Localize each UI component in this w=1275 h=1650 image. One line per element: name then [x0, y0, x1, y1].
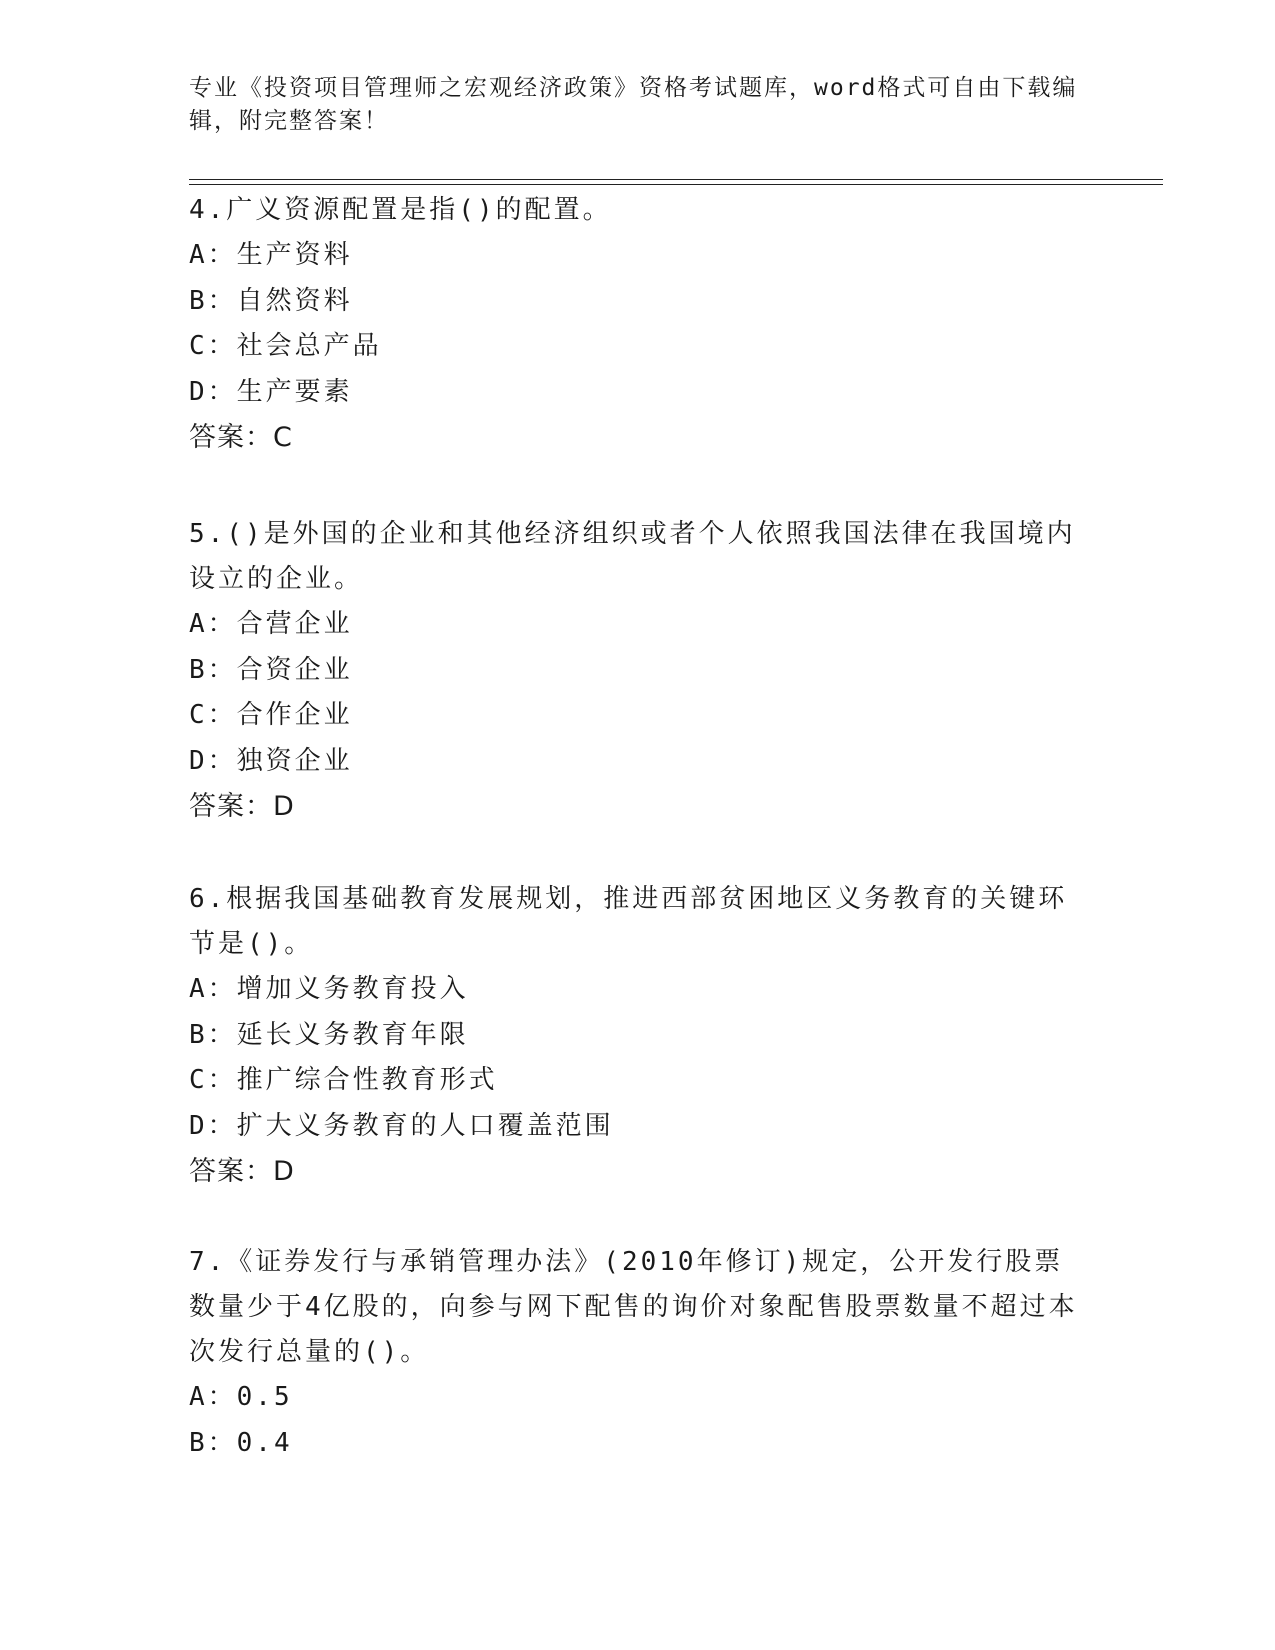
option-label: D： — [189, 1110, 237, 1141]
option-label: C： — [189, 700, 237, 730]
option-b — [189, 1421, 1089, 1467]
option-text: 生产要素 — [236, 376, 353, 407]
option-label: A： — [189, 609, 237, 639]
option-text: 0.5 — [236, 1382, 293, 1412]
option-text: 独资企业 — [236, 745, 353, 776]
option-b — [189, 279, 1089, 325]
option-label: C： — [189, 1065, 237, 1095]
option-text: 扩大义务教育的人口覆盖范围 — [236, 1110, 614, 1141]
option-label: B： — [189, 285, 237, 316]
question-7 — [189, 1240, 1089, 1466]
option-a — [189, 967, 1089, 1013]
option-a — [189, 233, 1089, 279]
option-c — [189, 1058, 1089, 1104]
option-text: 增加义务教育投入 — [236, 974, 469, 1004]
option-label: C： — [189, 331, 237, 361]
question-stem: 4.广义资源配置是指()的配置。 — [189, 195, 612, 225]
option-d — [189, 739, 1089, 785]
answer: 答案：D — [189, 791, 295, 822]
answer: 答案：C — [189, 422, 293, 453]
option-text: 推广综合性教育形式 — [236, 1065, 498, 1095]
option-b — [189, 648, 1089, 694]
question-4 — [189, 188, 1089, 461]
question-5 — [189, 512, 1089, 830]
option-a — [189, 1375, 1089, 1421]
option-text: 社会总产品 — [236, 331, 382, 361]
option-label: D： — [189, 745, 237, 776]
option-b — [189, 1013, 1089, 1059]
option-label: B： — [189, 1019, 237, 1050]
option-label: B： — [189, 1427, 237, 1458]
option-c — [189, 324, 1089, 370]
question-6 — [189, 877, 1089, 1195]
option-d — [189, 1104, 1089, 1150]
option-label: A： — [189, 240, 237, 270]
option-text: 生产资料 — [236, 240, 353, 270]
option-label: B： — [189, 654, 237, 685]
question-stem: 7.《证券发行与承销管理办法》(2010年修订)规定，公开发行股票数量少于4亿股的，向参与网下配售的询价对象配售股票数量不超过本次发行总量的()。 — [189, 1247, 1078, 1367]
document-header: 专业《投资项目管理师之宏观经济政策》资格考试题库，word格式可自由下载编辑，附完整答案！ — [189, 75, 1078, 134]
option-d — [189, 370, 1089, 416]
header-divider-top — [189, 179, 1163, 180]
question-stem: 6.根据我国基础教育发展规划，推进西部贫困地区义务教育的关键环节是()。 — [189, 884, 1068, 959]
option-label: D： — [189, 376, 237, 407]
option-text: 合营企业 — [236, 609, 353, 639]
header-divider-bottom — [189, 184, 1163, 185]
option-text: 延长义务教育年限 — [236, 1019, 469, 1050]
question-stem: 5.()是外国的企业和其他经济组织或者个人依照我国法律在我国境内设立的企业。 — [189, 519, 1076, 594]
option-a — [189, 602, 1089, 648]
option-text: 自然资料 — [236, 285, 353, 316]
option-text: 0.4 — [236, 1427, 293, 1458]
answer: 答案：D — [189, 1156, 295, 1187]
option-text: 合作企业 — [236, 700, 353, 730]
option-text: 合资企业 — [236, 654, 353, 685]
option-label: A： — [189, 1382, 237, 1412]
option-c — [189, 693, 1089, 739]
option-label: A： — [189, 974, 237, 1004]
